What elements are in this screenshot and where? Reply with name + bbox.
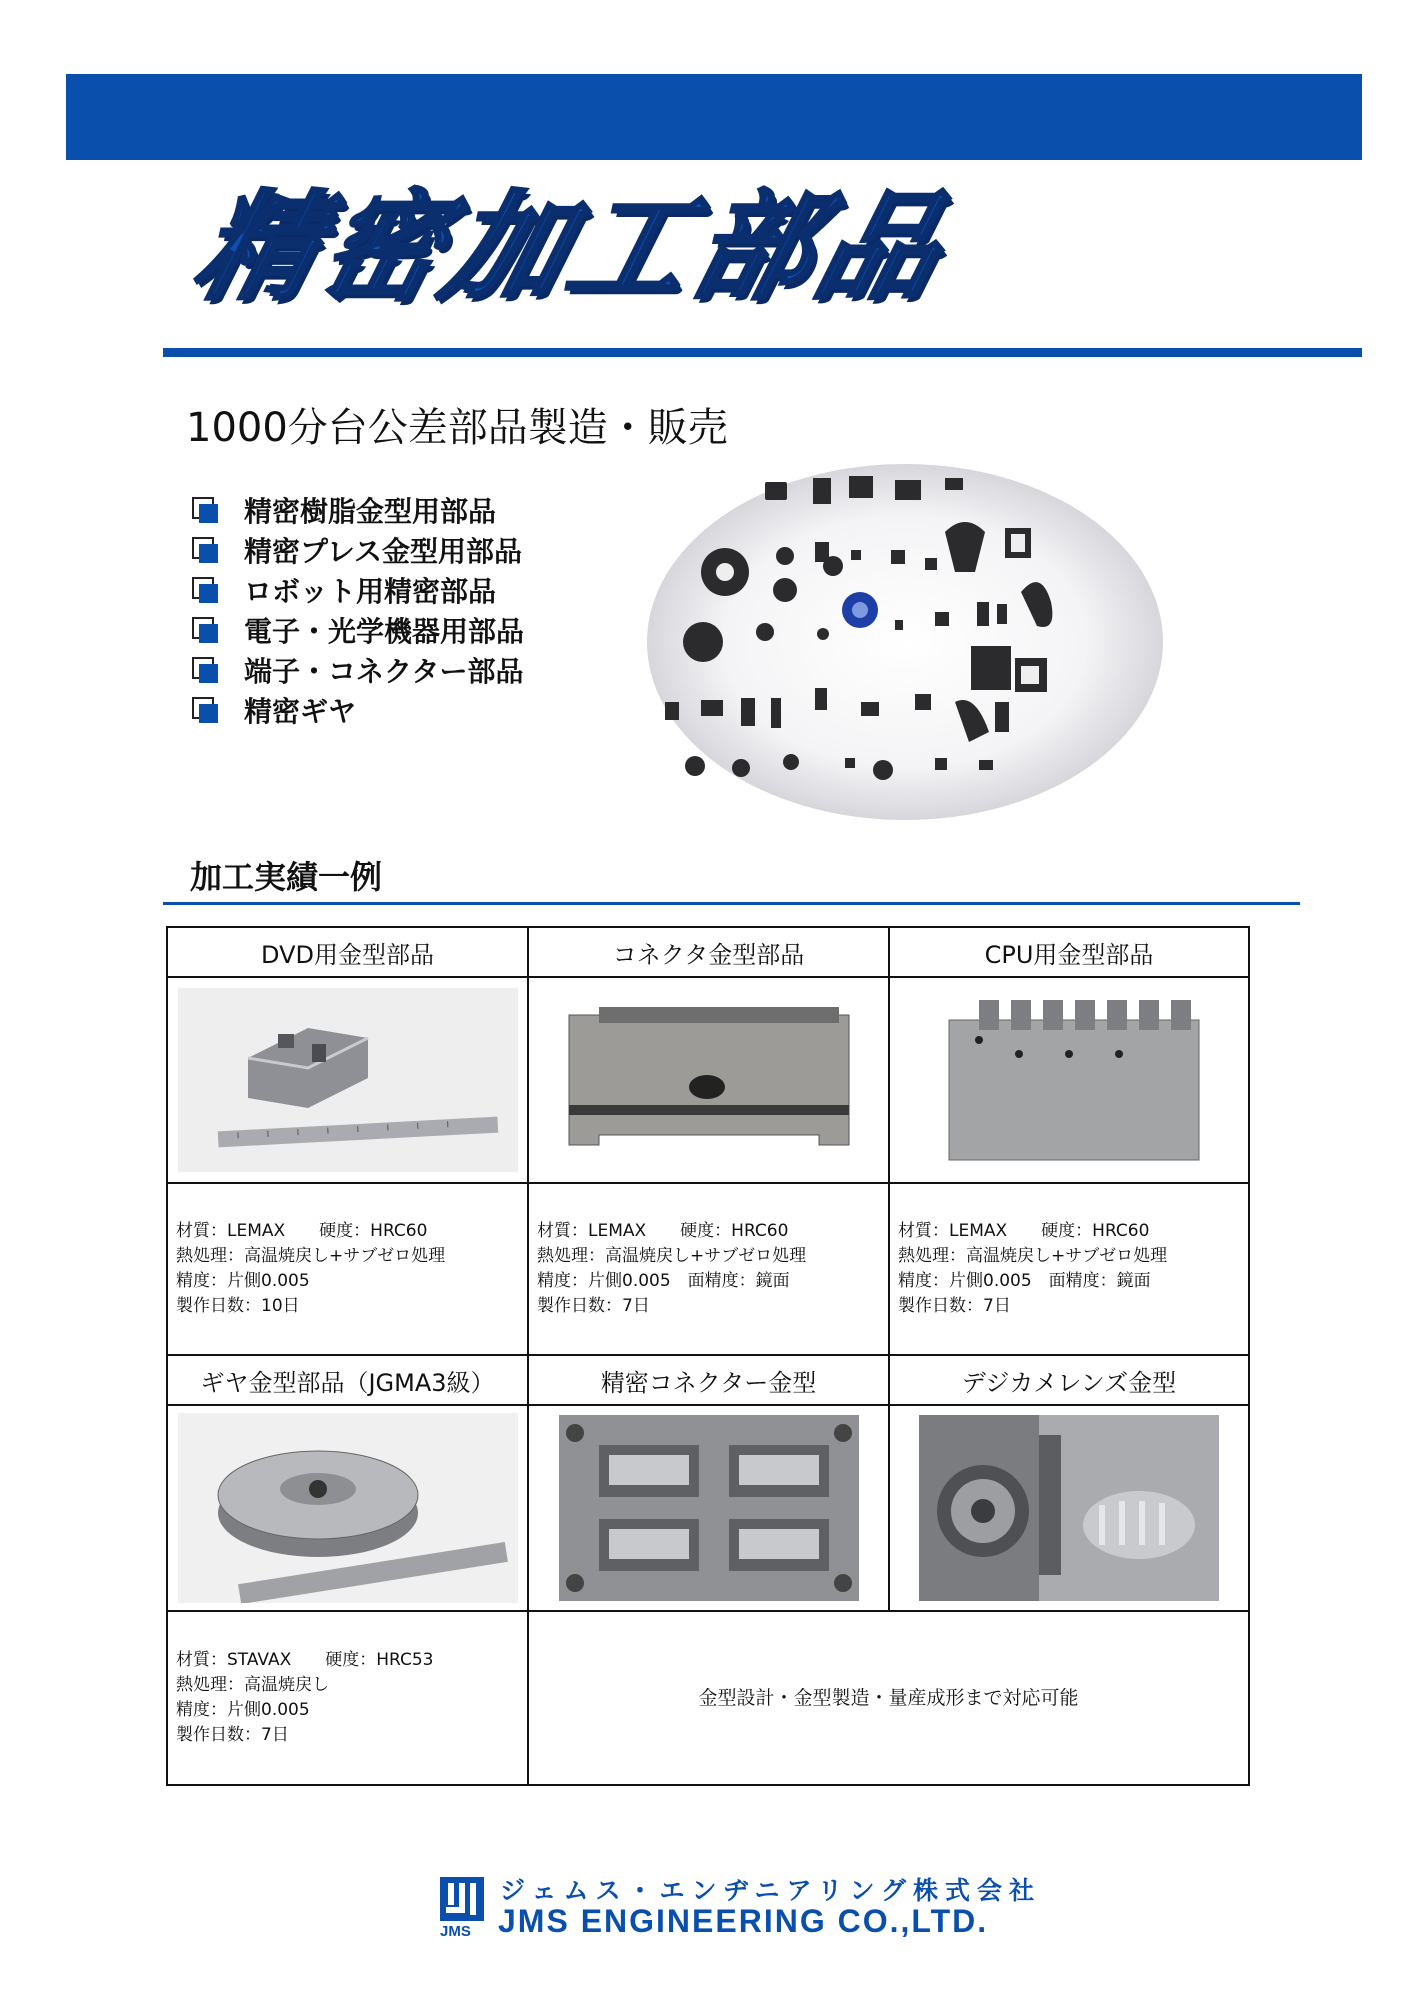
company-name-en: JMS ENGINEERING CO.,LTD. [498, 1903, 989, 1939]
example-specs [167, 1611, 528, 1785]
spec-line: 材質：STAVAX 硬度：HRC53 [176, 1650, 434, 1670]
example-name: コネクタ金型部品 [528, 927, 889, 977]
example-specs [167, 1183, 528, 1355]
category-item [192, 690, 524, 730]
spec-line: 精度：片側0.005 面精度：鏡面 [537, 1271, 790, 1291]
gear-mold-part-photo [178, 1413, 518, 1603]
example-name: CPU用金型部品 [889, 927, 1249, 977]
spec-line: 製作日数：7日 [537, 1296, 650, 1316]
title-divider [163, 348, 1362, 357]
page-title: 精密加工部品 [182, 178, 962, 316]
square-bullet-icon [192, 537, 218, 563]
category-label: 電子・光学機器用部品 [244, 615, 525, 648]
spec-line: 精度：片側0.005 [176, 1700, 310, 1720]
spec-line: 製作日数：7日 [176, 1725, 289, 1745]
example-photo-cell [167, 1405, 528, 1611]
precision-parts-photo [645, 462, 1165, 822]
example-name: ギヤ金型部品（JGMA3級） [167, 1355, 528, 1405]
example-name: 精密コネクター金型 [528, 1355, 889, 1405]
square-bullet-icon [192, 697, 218, 723]
example-name: デジカメレンズ金型 [889, 1355, 1249, 1405]
category-list [192, 490, 524, 730]
section-divider [163, 902, 1300, 905]
spec-line: 製作日数：10日 [176, 1296, 300, 1316]
category-label: 精密樹脂金型用部品 [244, 495, 497, 528]
logo-abbreviation: JMS [440, 1923, 471, 1940]
jms-logo-icon [440, 1877, 484, 1921]
category-label: 端子・コネクター部品 [244, 655, 524, 688]
category-item [192, 570, 524, 610]
category-label: 精密プレス金型用部品 [244, 535, 523, 568]
example-photo-cell [528, 1405, 889, 1611]
example-photo-cell [528, 977, 889, 1183]
square-bullet-icon [192, 497, 218, 523]
square-bullet-icon [192, 617, 218, 643]
capability-note: 金型設計・金型製造・量産成形まで対応可能 [528, 1611, 1249, 1785]
spec-line: 熱処理：高温焼戻し+サブゼロ処理 [176, 1246, 446, 1266]
spec-line: 材質：LEMAX 硬度：HRC60 [537, 1221, 789, 1241]
example-specs [528, 1183, 889, 1355]
example-photo-cell [167, 977, 528, 1183]
spec-line: 精度：片側0.005 [176, 1271, 310, 1291]
spec-line: 材質：LEMAX 硬度：HRC60 [898, 1221, 1150, 1241]
precision-connector-mold-photo [559, 1415, 859, 1601]
cpu-mold-part-photo [919, 990, 1219, 1170]
company-name-jp: ジェムス・エンヂニアリング株式会社 [500, 1876, 1042, 1905]
example-specs [889, 1183, 1249, 1355]
top-banner [66, 74, 1362, 160]
category-item [192, 650, 524, 690]
spec-line: 製作日数：7日 [898, 1296, 1011, 1316]
spec-line: 熱処理：高温焼戻し+サブゼロ処理 [537, 1246, 807, 1266]
spec-line: 精度：片側0.005 面精度：鏡面 [898, 1271, 1151, 1291]
camera-lens-mold-photo [919, 1415, 1219, 1601]
example-photo-cell [889, 1405, 1249, 1611]
examples-table [166, 926, 1250, 1786]
spec-line: 熱処理：高温焼戻し+サブゼロ処理 [898, 1246, 1168, 1266]
category-label: 精密ギヤ [244, 695, 357, 728]
section-title: 加工実績一例 [190, 858, 383, 896]
connector-mold-part-photo [559, 995, 859, 1165]
category-item [192, 490, 524, 530]
square-bullet-icon [192, 657, 218, 683]
spec-line: 熱処理：高温焼戻し [176, 1675, 329, 1695]
category-item [192, 530, 524, 570]
dvd-mold-part-photo [178, 988, 518, 1172]
spec-line: 材質：LEMAX 硬度：HRC60 [176, 1221, 428, 1241]
square-bullet-icon [192, 577, 218, 603]
category-label: ロボット用精密部品 [244, 575, 497, 608]
category-item [192, 610, 524, 650]
example-photo-cell [889, 977, 1249, 1183]
example-name: DVD用金型部品 [167, 927, 528, 977]
page-subtitle: 1000分台公差部品製造・販売 [186, 405, 728, 451]
